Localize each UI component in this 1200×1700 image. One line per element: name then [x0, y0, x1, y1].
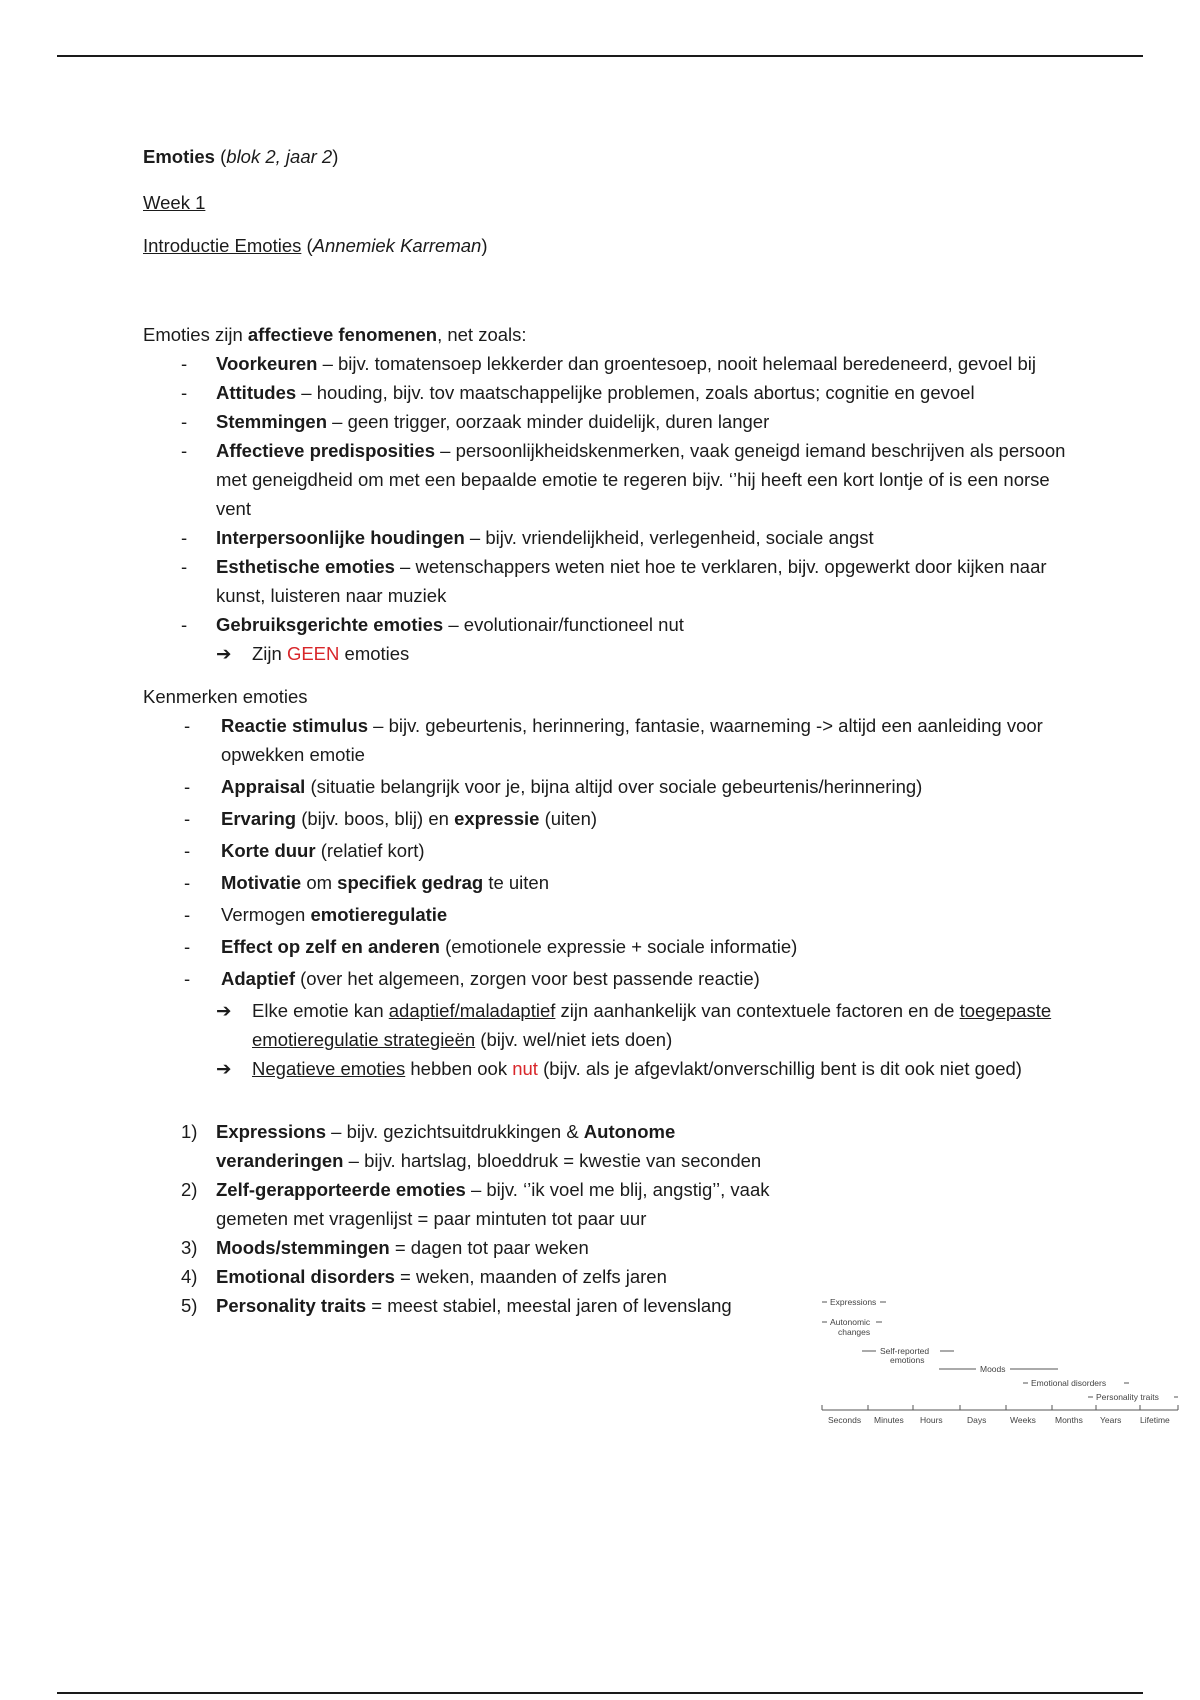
emotion-features-list [143, 711, 1073, 993]
arrow-note: ➔ Negatieve emoties hebben ook nut (bijv. als je afgevlakt/onverschillig bent is dit ook niet goed) [143, 1054, 1073, 1083]
list-item: - Appraisal (situatie belangrijk voor je, bijna altijd over sociale gebeurtenis/herinnering) [143, 772, 1073, 801]
tick-label: Hours [920, 1415, 943, 1425]
emotion-timescale-figure [818, 1293, 1183, 1428]
label-personality-traits: Personality traits [1096, 1392, 1159, 1402]
list-item: - Reactie stimulus – bijv. gebeurtenis, herinnering, fantasie, waarneming -> altijd een aanleiding voor opwekken emotie [143, 711, 1073, 769]
bottom-rule [57, 1692, 1143, 1694]
tick-label: Minutes [874, 1415, 904, 1425]
list-item: - Ervaring (bijv. boos, blij) en expressie (uiten) [143, 804, 1073, 833]
timescale-diagram [818, 1293, 1183, 1428]
top-rule [57, 55, 1143, 57]
label-emotional-disorders: Emotional disorders [1031, 1378, 1107, 1388]
arrow-icon: ➔ [216, 1058, 232, 1079]
list-item: - Affectieve predisposities – persoonlijkheidskenmerken, vaak geneigd iemand beschrijven als persoon met geneigdheid om met een bepaalde emotie te regeren bijv. ‘’hij heeft een kort lontje of is een norse vent [143, 436, 1073, 523]
label-emotions: emotions [890, 1355, 925, 1365]
affective-phenomena-list [143, 349, 1073, 639]
list-item: - Voorkeuren – bijv. tomatensoep lekkerder dan groentesoep, nooit helemaal beredeneerd, gevoel bij [143, 349, 1073, 378]
tick-label: Months [1055, 1415, 1083, 1425]
list-item: - Motivatie om specifiek gedrag te uiten [143, 868, 1073, 897]
list-item: 5) Personality traits = meest stabiel, meestal jaren of levenslang [181, 1295, 732, 1316]
label-expressions: Expressions [830, 1297, 877, 1307]
list-item: - Korte duur (relatief kort) [143, 836, 1073, 865]
list-item: 4) Emotional disorders = weken, maanden of zelfs jaren [181, 1266, 667, 1287]
arrow-note: ➔ Zijn GEEN emoties [143, 639, 1073, 668]
label-changes: changes [838, 1327, 871, 1337]
list-item: 1) Expressions – bijv. gezichtsuitdrukkingen & Autonome veranderingen – bijv. hartslag, bloeddruk = kwestie van seconden [181, 1121, 762, 1171]
document-title: Emoties (blok 2, jaar 2) [143, 146, 339, 167]
list-item: 3) Moods/stemmingen = dagen tot paar weken [181, 1237, 589, 1258]
list-item: - Esthetische emoties – wetenschappers weten niet hoe te verklaren, bijv. opgewerkt door kijken naar kunst, luisteren naar muziek [143, 552, 1073, 610]
lecture-heading: Introductie Emoties (Annemiek Karreman) [143, 235, 488, 256]
section1-lead: Emoties zijn affectieve fenomenen, net zoals: [143, 324, 527, 345]
arrow-icon: ➔ [216, 1000, 232, 1021]
list-item: - Vermogen emotieregulatie [143, 900, 1073, 929]
list-item: - Adaptief (over het algemeen, zorgen voor best passende reactie) [143, 964, 1073, 993]
list-item: 2) Zelf-gerapporteerde emoties – bijv. ‘’ik voel me blij, angstig’’, vaak gemeten met vragenlijst = paar mintuten tot paar uur [181, 1179, 770, 1229]
list-item: - Attitudes – houding, bijv. tov maatschappelijke problemen, zoals abortus; cognitie en gevoel [143, 378, 1073, 407]
tick-label: Seconds [828, 1415, 862, 1425]
tick-label: Days [967, 1415, 987, 1425]
arrow-note: ➔ Elke emotie kan adaptief/maladaptief zijn aanhankelijk van contextuele factoren en de toegepaste emotieregulatie strategieën (bijv. wel/niet iets doen) [143, 996, 1073, 1054]
label-autonomic: Autonomic [830, 1317, 871, 1327]
list-item: - Interpersoonlijke houdingen – bijv. vriendelijkheid, verlegenheid, sociale angst [143, 523, 1073, 552]
label-self-reported: Self-reported [880, 1346, 930, 1356]
arrow-icon: ➔ [216, 643, 232, 664]
tick-label: Weeks [1010, 1415, 1036, 1425]
tick-label: Years [1100, 1415, 1122, 1425]
section2-heading: Kenmerken emoties [143, 686, 308, 707]
week-heading: Week 1 [143, 192, 206, 213]
document-body [143, 142, 1073, 1320]
tick-label: Lifetime [1140, 1415, 1170, 1425]
list-item: - Stemmingen – geen trigger, oorzaak minder duidelijk, duren langer [143, 407, 1073, 436]
label-moods: Moods [980, 1364, 1006, 1374]
list-item: - Effect op zelf en anderen (emotionele expressie + sociale informatie) [143, 932, 1073, 961]
list-item: - Gebruiksgerichte emoties – evolutionair/functioneel nut [143, 610, 1073, 639]
timescale-list [143, 1117, 783, 1320]
